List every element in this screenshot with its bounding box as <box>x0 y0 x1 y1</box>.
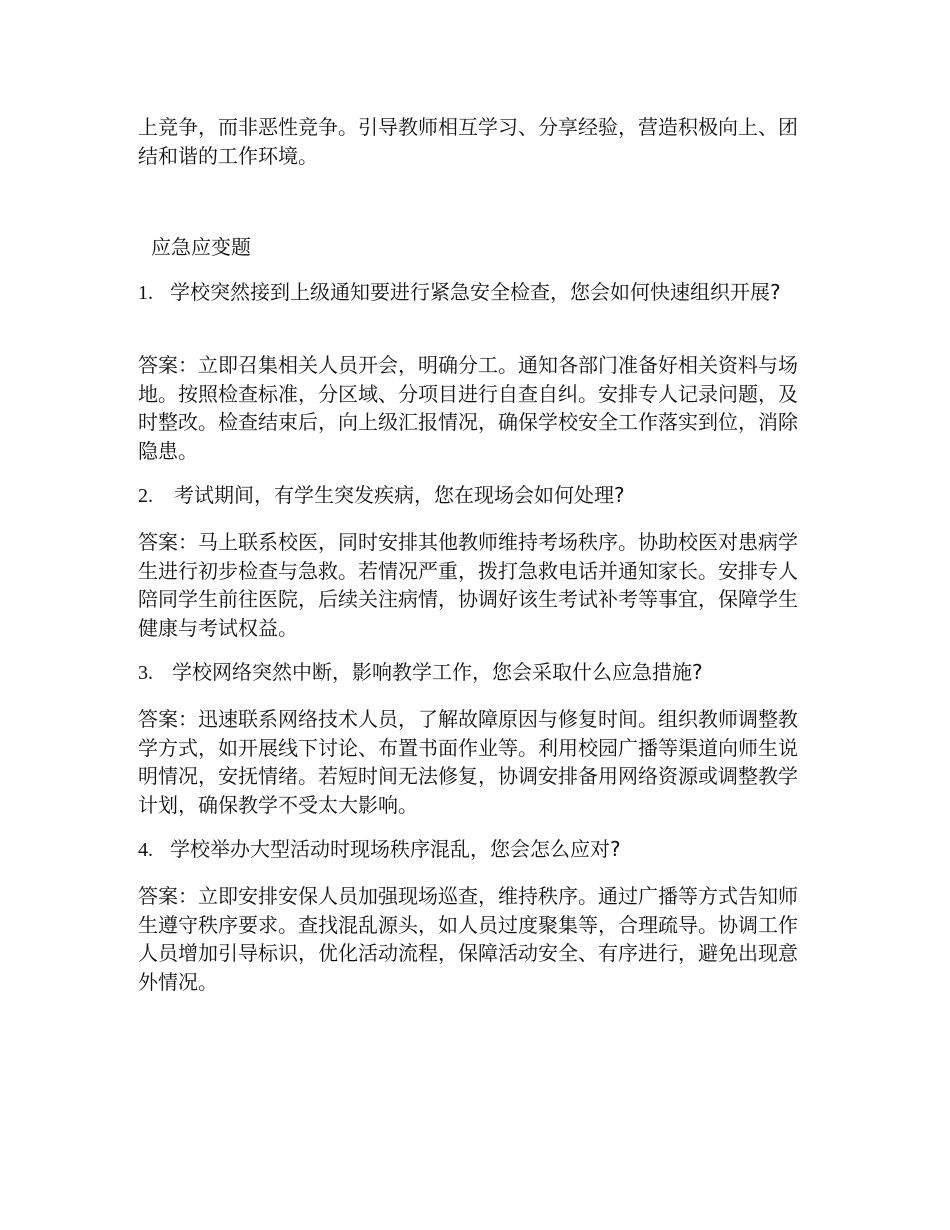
question-number: 4. <box>138 839 153 861</box>
question-text: 考试期间，有学生突发疾病，您在现场会如何处理? <box>174 483 625 507</box>
question-4 <box>138 835 808 865</box>
answer-2: 答案：马上联系校医，同时安排其他教师维持考场秩序。协助校医对患病学生进行初步检查与急救。若情况严重，拨打急救电话并通知家长。安排专人陪同学生前往医院，后续关注病情，协调好该生考试补考等事宜，保障学生健康与考试权益。 <box>138 530 798 640</box>
question-1 <box>138 278 808 308</box>
answer-4: 答案：立即安排安保人员加强现场巡查，维持秩序。通过广播等方式告知师生遵守秩序要求。查找混乱源头，如人员过度聚集等，合理疏导。协调工作人员增加引导标识，优化活动流程，保障活动安全、有序进行，避免出现意外情况。 <box>138 884 798 994</box>
question-number: 2. <box>138 485 153 507</box>
answer-1: 答案：立即召集相关人员开会，明确分工。通知各部门准备好相关资料与场地。按照检查标准，分区域、分项目进行自查自纠。安排专人记录问题，及时整改。检查结束后，向上级汇报情况，确保学校安全工作落实到位，消除隐患。 <box>138 353 798 463</box>
question-text: 学校举办大型活动时现场秩序混乱，您会怎么应对? <box>170 837 621 861</box>
intro-paragraph: 上竞争，而非恶性竞争。引导教师相互学习、分享经验，营造积极向上、团结和谐的工作环境。 <box>138 115 798 168</box>
question-text: 学校突然接到上级通知要进行紧急安全检查，您会如何快速组织开展? <box>170 280 781 304</box>
question-number: 1. <box>138 282 153 304</box>
question-2 <box>138 481 808 511</box>
section-title: 应急应变题 <box>151 235 251 259</box>
question-text: 学校网络突然中断，影响教学工作，您会采取什么应急措施? <box>172 660 703 684</box>
question-number: 3. <box>138 662 153 684</box>
answer-3: 答案：迅速联系网络技术人员，了解故障原因与修复时间。组织教师调整教学方式，如开展线下讨论、布置书面作业等。利用校园广播等渠道向师生说明情况，安抚情绪。若短时间无法修复，协调安排备用网络资源或调整教学计划，确保教学不受太大影响。 <box>138 707 798 817</box>
question-3 <box>138 658 808 688</box>
